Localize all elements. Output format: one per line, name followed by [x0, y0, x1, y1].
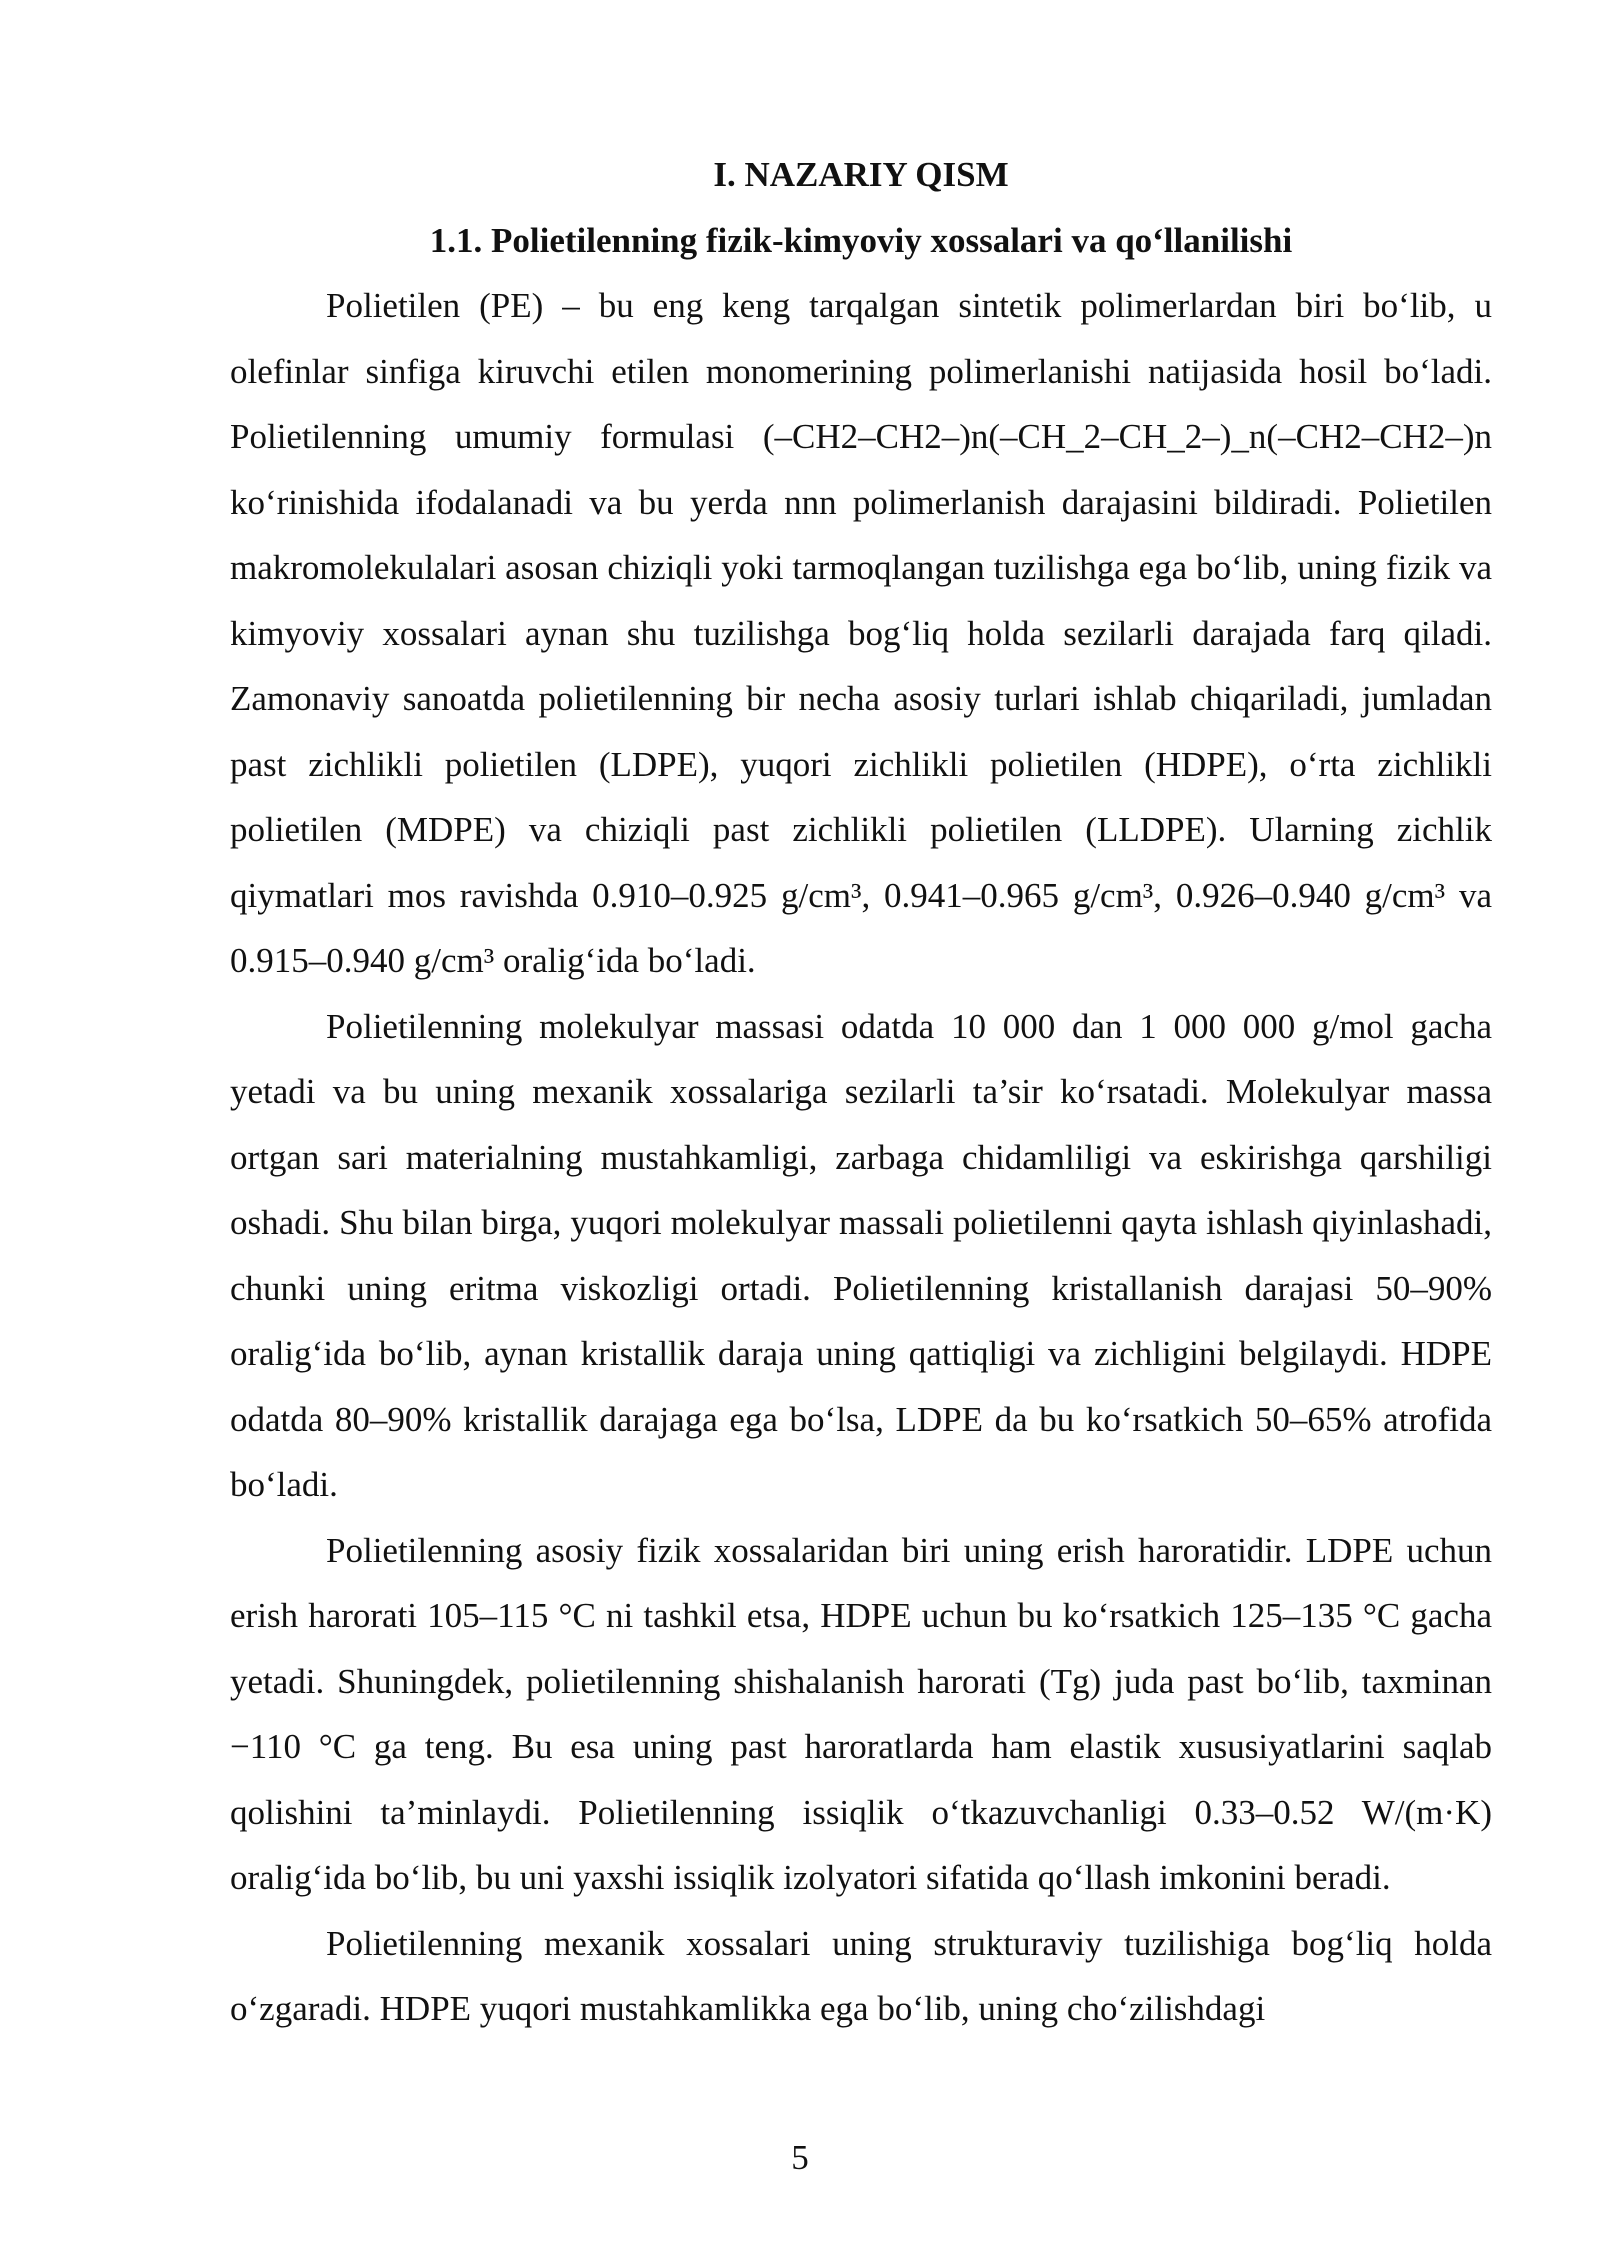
paragraph-2: Polietilenning molekulyar massasi odatda 10 000 dan 1 000 000 g/mol gacha yetadi va bu uning mexanik xossalariga sezilarli ta’sir ko‘rsatadi. Molekulyar massa ortgan sari materialning mustahkamligi, zarbaga chidamliligi va eskirishga qarshiligi oshadi. Shu bilan birga, yuqori molekulyar massali polietilenni qayta ishlash qiyinlashadi, chunki uning eritma viskozligi ortadi. Polietilenning kristallanish darajasi 50–90% oralig‘ida bo‘lib, aynan kristallik daraja uning qattiqligi va zichligini belgilaydi. HDPE odatda 80–90% kristallik darajaga ega bo‘lsa, LDPE da bu ko‘rsatkich 50–65% atrofida bo‘ladi.	[230, 1006, 1492, 1504]
chapter-title: I. NAZARIY QISM	[713, 155, 1009, 194]
paragraph-4: Polietilenning mexanik xossalari uning strukturaviy tuzilishiga bog‘liq holda o‘zgaradi. HDPE yuqori mustahkamlikka ega bo‘lib, uning cho‘zilishdagi	[230, 1923, 1492, 2028]
page-number: 5	[791, 2138, 809, 2177]
section-title: 1.1. Polietilenning fizik-kimyoviy xossalari va qo‘llanilishi	[429, 221, 1293, 260]
document-page	[230, 150, 1492, 2042]
paragraph-1: Polietilen (PE) – bu eng keng tarqalgan sintetik polimerlardan biri bo‘lib, u olefinlar sinfiga kiruvchi etilen monomerining polimerlanishi natijasida hosil bo‘ladi. Polietilenning umumiy formulasi (–CH2–CH2–)n(–CH_2–CH_2–)_n(–CH2–CH2–)n ko‘rinishida ifodalanadi va bu yerda nnn polimerlanish darajasini bildiradi. Polietilen makromolekulalari asosan chiziqli yoki tarmoqlangan tuzilishga ega bo‘lib, uning fizik va kimyoviy xossalari aynan shu tuzilishga bog‘liq holda sezilarli darajada farq qiladi. Zamonaviy sanoatda polietilenning bir necha asosiy turlari ishlab chiqariladi, jumladan past zichlikli polietilen (LDPE), yuqori zichlikli polietilen (HDPE), o‘rta zichlikli polietilen (MDPE) va chiziqli past zichlikli polietilen (LLDPE). Ularning zichlik qiymatlari mos ravishda 0.910–0.925 g/cm³, 0.941–0.965 g/cm³, 0.926–0.940 g/cm³ va 0.915–0.940 g/cm³ oralig‘ida bo‘ladi.	[230, 286, 1492, 980]
paragraph-3: Polietilenning asosiy fizik xossalaridan biri uning erish haroratidir. LDPE uchun erish harorati 105–115 °C ni tashkil etsa, HDPE uchun bu ko‘rsatkich 125–135 °C gacha yetadi. Shuningdek, polietilenning shishalanish harorati (Tg) juda past bo‘lib, taxminan −110 °C ga teng. Bu esa uning past haroratlarda ham elastik xususiyatlarini saqlab qolishini ta’minlaydi. Polietilenning issiqlik o‘tkazuvchanligi 0.33–0.52 W/(m·K) oralig‘ida bo‘lib, bu uni yaxshi issiqlik izolyatori sifatida qo‘llash imkonini beradi.	[230, 1530, 1492, 1897]
